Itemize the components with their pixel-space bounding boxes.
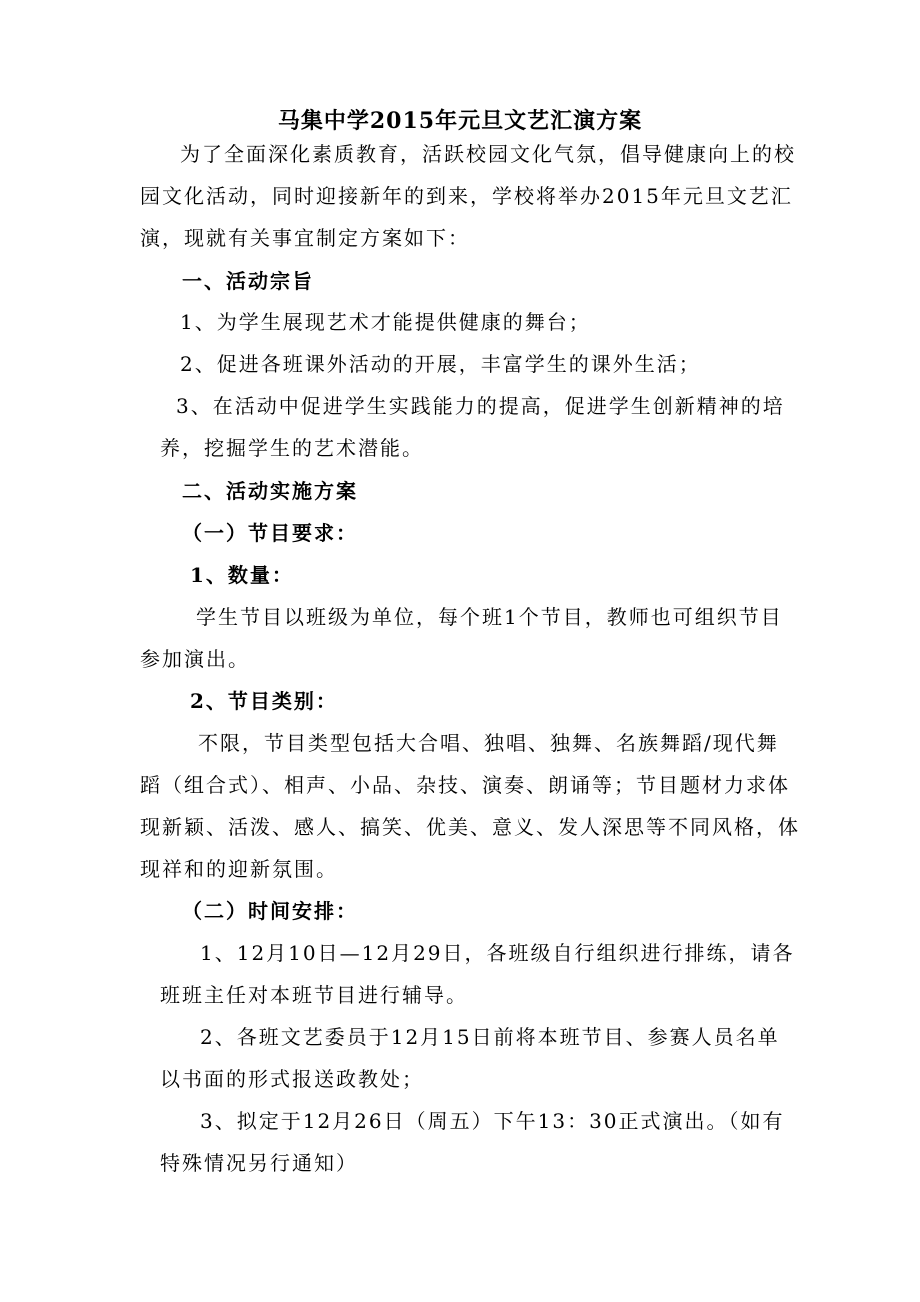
category-heading: 2、节目类别： xyxy=(190,689,338,713)
intro-line: 演，现就有关事宜制定方案如下： xyxy=(140,226,470,250)
category-text: 现祥和的迎新氛围。 xyxy=(140,857,338,881)
page-title: 马集中学2015年元旦文艺汇演方案 xyxy=(277,108,643,134)
quantity-heading: 1、数量： xyxy=(190,563,294,587)
category-text: 不限，节目类型包括大合唱、独唱、独舞、名族舞蹈/现代舞 xyxy=(198,731,779,755)
section1-heading: 一、活动宗旨 xyxy=(182,269,314,293)
section1-item: 1、为学生展现艺术才能提供健康的舞台； xyxy=(180,310,591,334)
schedule-item: 以书面的形式报送政教处； xyxy=(160,1067,424,1091)
intro-line: 为了全面深化素质教育，活跃校园文化气氛，倡导健康向上的校 xyxy=(180,142,796,166)
schedule-item: 1、12月10日—12月29日，各班级自行组织进行排练，请各 xyxy=(200,941,795,965)
category-text: 蹈（组合式）、相声、小品、杂技、演奏、朗诵等；节目题材力求体 xyxy=(140,773,790,797)
category-text: 现新颖、活泼、感人、搞笑、优美、意义、发人深思等不同风格，体 xyxy=(140,815,800,839)
intro-line: 园文化活动，同时迎接新年的到来，学校将举办2015年元旦文艺汇 xyxy=(140,184,793,208)
section1-item: 2、促进各班课外活动的开展，丰富学生的课外生活； xyxy=(180,352,701,376)
part2-heading: （二）时间安排： xyxy=(182,899,358,923)
quantity-text: 参加演出。 xyxy=(140,647,250,671)
section2-heading: 二、活动实施方案 xyxy=(182,479,358,503)
part1-heading: （一）节目要求： xyxy=(182,521,358,545)
section1-item: 3、在活动中促进学生实践能力的提高，促进学生创新精神的培 xyxy=(176,394,785,418)
quantity-text: 学生节目以班级为单位，每个班1个节目，教师也可组织节目 xyxy=(196,605,783,629)
schedule-item: 班班主任对本班节目进行辅导。 xyxy=(160,983,468,1007)
schedule-item: 特殊情况另行通知） xyxy=(160,1151,358,1175)
schedule-item: 2、各班文艺委员于12月15日前将本班节目、参赛人员名单 xyxy=(200,1025,780,1049)
schedule-item: 3、拟定于12月26日（周五）下午13：30正式演出。（如有 xyxy=(200,1109,785,1133)
section1-item: 养，挖掘学生的艺术潜能。 xyxy=(160,436,424,460)
